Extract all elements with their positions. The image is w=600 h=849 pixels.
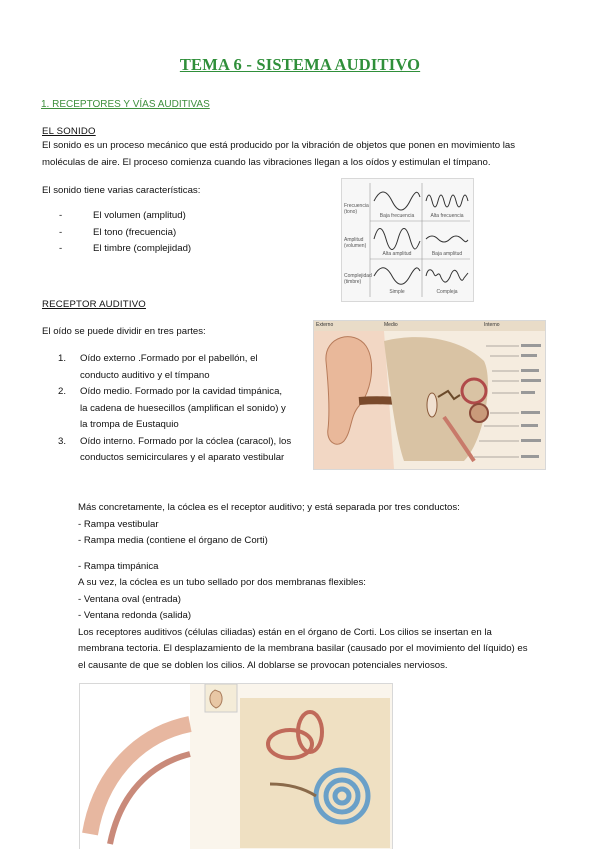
low-frequency-wave	[374, 192, 420, 210]
membranas-intro: A su vez, la cóclea es un tubo sellado por dos membranas flexibles:	[78, 577, 366, 588]
caracteristicas-list	[56, 208, 316, 258]
receptores-line: membrana tectoria. El desplazamiento de la membrana basilar (causado por el movimiento del líquido) es	[78, 643, 528, 654]
eardrum-shape	[427, 393, 437, 417]
inner-ear-panel	[240, 698, 390, 848]
list-line: Oído externo .Formado por el pabellón, el	[80, 353, 258, 364]
list-number: 3.	[58, 435, 67, 447]
rampa-item: - Rampa media (contiene el órgano de Corti)	[78, 535, 268, 546]
list-line: conductos semicirculares y el aparato vestibular	[80, 452, 285, 463]
rampa-item: - Rampa vestibular	[78, 518, 159, 530]
cochlea-illustration	[80, 684, 392, 849]
header-band	[314, 321, 545, 331]
cell-label: Alta frecuencia	[430, 213, 464, 219]
cochlea-figure	[79, 683, 393, 849]
cell-label: Baja amplitud	[431, 251, 463, 257]
cell-label: Alta amplitud	[382, 251, 412, 257]
cell-label: Simple	[389, 289, 405, 295]
receptores-line: el causante de que se doblen los cilios. Al doblarse se provocan potenciales nerviosos.	[78, 659, 448, 671]
sound-waves-figure	[341, 178, 474, 302]
list-line: Oído medio. Formado por la cavidad timpánica,	[80, 386, 283, 397]
simple-wave	[374, 268, 420, 285]
sonido-intro-line-1: El sonido es un proceso mecánico que está producido por la vibración de objetos que ponen en movimiento las	[42, 140, 516, 151]
receptores-line: Los receptores auditivos (células ciliadas) están en el órgano de Corti. Los cilios se insertan en la	[78, 626, 492, 638]
section-heading: 1. RECEPTORES Y VÍAS AUDITIVAS	[41, 99, 210, 110]
ear-header-label: Medio	[384, 322, 398, 328]
list-number: 2.	[58, 386, 67, 397]
list-number: 1.	[58, 353, 67, 364]
receptor-heading: RECEPTOR AUDITIVO	[42, 299, 146, 310]
sonido-heading: EL SONIDO	[42, 126, 96, 137]
cochlea-shape	[470, 404, 488, 422]
high-amplitude-wave	[374, 229, 420, 250]
list-item: - El volumen (amplitud)	[56, 208, 316, 225]
list-item: - El timbre (complejidad)	[56, 241, 316, 258]
sonido-intro-line-2: moléculas de aire. El proceso comienza cuando las vibraciones llegan a los oídos y estimulan el tímpano.	[42, 156, 491, 168]
ear-inset-pinna	[210, 690, 222, 708]
ear-anatomy-figure	[313, 320, 546, 470]
list-item	[58, 351, 308, 384]
row-label: Amplitud (volumen)	[344, 237, 367, 249]
receptor-intro: El oído se puede dividir en tres partes:	[42, 326, 206, 337]
list-line: la trompa de Eustaquio	[80, 419, 179, 430]
cell-label: Compleja	[436, 289, 458, 295]
ventana-item: - Ventana oval (entrada)	[78, 593, 181, 605]
list-line: conducto auditivo y el tímpano	[80, 369, 210, 381]
coclea-line: Más concretamente, la cóclea es el receptor auditivo; y está separada por tres conductos:	[78, 502, 460, 513]
row-label: Frecuencia (tono)	[344, 203, 369, 215]
ear-header-label: Externo	[316, 322, 334, 328]
high-frequency-wave	[426, 195, 468, 207]
row-label: Complejidad (timbre)	[344, 273, 372, 285]
ventana-item: - Ventana redonda (salida)	[78, 610, 192, 621]
caracteristicas-intro: El sonido tiene varias características:	[42, 185, 201, 196]
list-line: la cadena de huesecillos (amplifican el sonido) y	[80, 402, 286, 414]
complex-wave	[426, 270, 468, 282]
cell-label: Baja frecuencia	[379, 213, 415, 219]
list-item: - El tono (frecuencia)	[56, 225, 316, 242]
document-title: TEMA 6 - SISTEMA AUDITIVO	[179, 55, 421, 74]
label-placeholders	[521, 344, 541, 458]
ear-header-label: Interno	[484, 322, 500, 328]
ear-parts-list	[58, 351, 308, 467]
list-item	[58, 434, 308, 467]
sonido-intro	[42, 138, 562, 171]
ear-anatomy-illustration	[314, 321, 545, 469]
coclea-block	[78, 500, 548, 674]
low-amplitude-wave	[426, 236, 468, 242]
list-item	[58, 384, 308, 434]
list-line: Oído interno. Formado por la cóclea (caracol), los	[80, 435, 292, 447]
rampa-item: - Rampa timpánica	[78, 560, 159, 572]
